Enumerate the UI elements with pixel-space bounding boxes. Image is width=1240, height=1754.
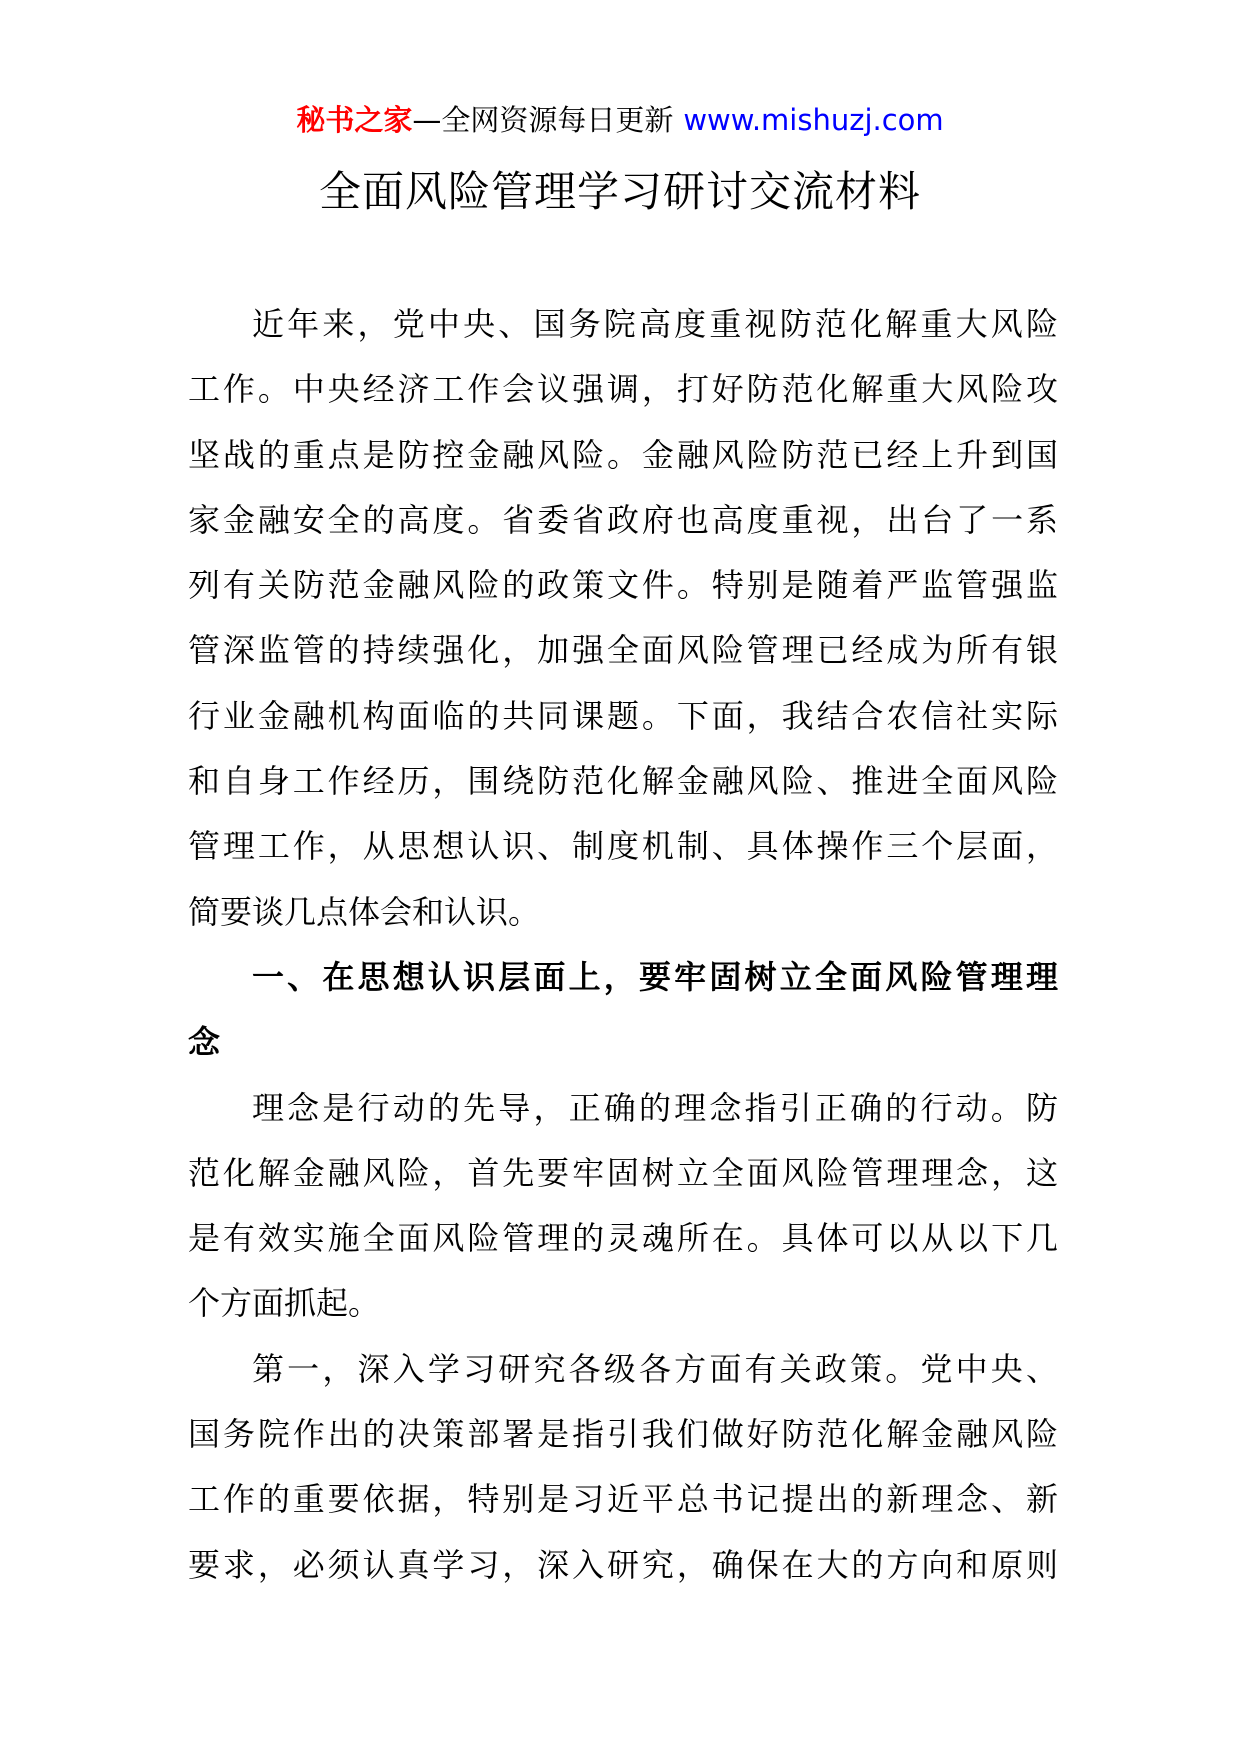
document-body [188,292,1058,1598]
paragraph-line: 国务院作出的决策部署是指引我们做好防范化解金融风险 [188,1415,1058,1454]
site-tagline: —全网资源每日更新 [412,103,674,137]
paragraph-line: 和自身工作经历，围绕防范化解金融风险、推进全面风险 [188,762,1058,801]
paragraph-line: 管深监管的持续强化，加强全面风险管理已经成为所有银 [188,631,1058,670]
site-url-link[interactable]: www.mishuzj.com [683,103,944,137]
paragraph-line: 个方面抓起。 [188,1284,381,1323]
paragraph-line: 是有效实施全面风险管理的灵魂所在。具体可以从以下几 [188,1219,1058,1258]
section-heading-line: 一、在思想认识层面上，要牢固树立全面风险管理理 [252,957,1058,996]
paragraph-line: 工作的重要依据，特别是习近平总书记提出的新理念、新 [188,1480,1058,1519]
paragraph-line: 工作。中央经济工作会议强调，打好防范化解重大风险攻 [188,370,1058,409]
paragraph-line: 要求，必须认真学习，深入研究，确保在大的方向和原则 [188,1545,1058,1584]
site-header [0,100,1240,140]
paragraph-line: 家金融安全的高度。省委省政府也高度重视，出台了一系 [188,500,1058,539]
paragraph-line: 简要谈几点体会和认识。 [188,892,541,931]
paragraph-line: 理念是行动的先导，正确的理念指引正确的行动。防 [252,1088,1058,1127]
paragraph-line: 坚战的重点是防控金融风险。金融风险防范已经上升到国 [188,435,1058,474]
paragraph-line: 管理工作，从思想认识、制度机制、具体操作三个层面， [188,827,1058,866]
paragraph-line: 近年来，党中央、国务院高度重视防范化解重大风险 [252,305,1058,343]
paragraph-line: 行业金融机构面临的共同课题。下面，我结合农信社实际 [188,696,1058,735]
section-heading-line: 念 [188,1023,221,1062]
document-title: 全面风险管理学习研讨交流材料 [318,167,921,216]
brand-name: 秘书之家 [296,103,413,137]
paragraph-line: 第一，深入学习研究各级各方面有关政策。党中央、 [252,1349,1058,1388]
paragraph-line: 列有关防范金融风险的政策文件。特别是随着严监管强监 [188,566,1058,605]
paragraph-line: 范化解金融风险，首先要牢固树立全面风险管理理念，这 [188,1153,1058,1192]
